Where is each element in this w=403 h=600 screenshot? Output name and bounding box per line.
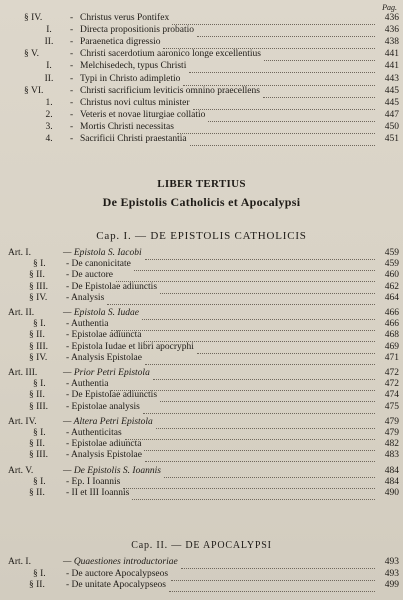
section-number: § II. [29, 270, 45, 281]
entry-dash: - [70, 49, 74, 60]
section-row [0, 569, 403, 580]
section-number: § I. [33, 319, 46, 330]
section-row [0, 330, 403, 341]
section-number: § IV. [29, 292, 48, 303]
subsection-number: I. [46, 25, 52, 36]
article-row [0, 557, 403, 568]
entry-title: — Altera Petri Epistola [63, 416, 153, 427]
toc-row [0, 134, 403, 145]
page-number: 493 [384, 568, 399, 579]
entry-title: - Ep. I Ioannis [66, 476, 121, 487]
section-row [0, 439, 403, 450]
section-row [0, 402, 403, 413]
entry-title: Christi sacerdotium aaronico longe excellentius [80, 49, 261, 60]
section-number: § V. [24, 49, 39, 60]
section-number: § II. [29, 330, 45, 341]
entry-title: - De auctore [66, 270, 113, 281]
page-number: 451 [384, 134, 399, 144]
entry-title: Typi in Christo adimpletio [80, 73, 181, 84]
entry-title: — Epistola S. Iudae [63, 308, 139, 318]
dot-leader [264, 49, 375, 61]
section-number: § I. [33, 568, 46, 579]
section-number: § I. [33, 476, 46, 487]
entry-title: - Epistola Iudae et libri apocryphi [66, 341, 194, 352]
entry-dash: - [70, 73, 74, 84]
toc-row [0, 74, 403, 85]
dot-leader [116, 270, 375, 282]
dot-leader [181, 557, 375, 569]
dot-leader [197, 25, 375, 37]
dot-leader [153, 368, 375, 380]
entry-dash: - [70, 37, 74, 48]
dot-leader [160, 390, 375, 402]
entry-title: Melchisedech, typus Christi [80, 61, 187, 72]
section-number: § III. [29, 450, 48, 461]
entry-dash: - [70, 85, 74, 96]
section-row [0, 259, 403, 270]
dot-leader [208, 110, 375, 122]
entry-title: — Epistola S. Iacobi [63, 248, 142, 258]
dot-leader [171, 569, 375, 581]
chapter2-heading: Cap. II. — DE APOCALYPSI [131, 540, 272, 551]
section-number: § VI. [24, 85, 44, 96]
article-row [0, 308, 403, 319]
entry-title: - Authenticitas [66, 428, 122, 438]
subsection-number: 4. [45, 134, 53, 144]
dot-leader [144, 439, 375, 451]
entry-title: - De unitate Apocalypseos [66, 580, 166, 590]
article-number: Art. III. [8, 368, 38, 378]
article-row [0, 368, 403, 379]
page-number: 438 [384, 37, 399, 48]
toc-row [0, 37, 403, 48]
entry-title: - De canonicitate [66, 259, 131, 270]
entry-title: - De Epistolae adiunctis [66, 390, 158, 401]
article-row [0, 248, 403, 259]
section-number: § I. [33, 428, 46, 438]
section-number: § III. [29, 401, 48, 412]
page-number: 450 [384, 121, 399, 132]
section-number: § IV. [24, 13, 43, 23]
dot-leader [189, 61, 375, 73]
article-row [0, 466, 403, 477]
section-number: § II. [29, 488, 45, 498]
section-row [0, 580, 403, 591]
toc-row [0, 110, 403, 121]
entry-title: - De Epistolae adiunctis [66, 281, 158, 292]
section-row [0, 353, 403, 364]
subsection-number: I. [46, 61, 52, 72]
book-title: LIBER TERTIUS [157, 178, 246, 190]
section-row [0, 390, 403, 401]
dot-leader [190, 134, 375, 146]
toc-row [0, 86, 403, 97]
section-row [0, 342, 403, 353]
toc-row [0, 122, 403, 133]
entry-title: - Authentia [66, 379, 109, 390]
section-number: § III. [29, 341, 48, 352]
page-number: 472 [384, 379, 399, 390]
entry-title: - Authentia [66, 319, 109, 330]
dot-leader [142, 308, 375, 320]
article-number: Art. IV. [8, 416, 37, 427]
page-number: 441 [384, 61, 399, 72]
page-number: 479 [384, 428, 399, 438]
entry-title: Paraenetica digressio [80, 37, 161, 48]
page-number: 499 [384, 580, 399, 590]
page-number: 443 [384, 73, 399, 84]
entry-dash: - [70, 25, 74, 36]
dot-leader [193, 98, 375, 110]
entry-dash: - [70, 97, 74, 108]
page-number: 466 [384, 308, 399, 318]
toc-row [0, 98, 403, 109]
dot-leader [134, 259, 375, 271]
entry-title: - Epistolae adiuncta [66, 330, 142, 341]
page-number: 493 [384, 557, 399, 567]
article-row [0, 417, 403, 428]
entry-dash: - [70, 109, 74, 120]
toc-row [0, 25, 403, 36]
entry-dash: - [70, 61, 74, 72]
dot-leader [156, 417, 375, 429]
article-number: Art. II. [8, 308, 35, 318]
section-number: § II. [29, 390, 45, 401]
subsection-number: II. [44, 37, 54, 48]
page-number: 460 [384, 270, 399, 281]
subsection-number: 1. [45, 97, 53, 108]
article-number: Art. I. [8, 557, 31, 567]
section-number: § IV. [29, 352, 48, 363]
dot-leader [145, 353, 375, 365]
page-number: 445 [384, 85, 399, 96]
entry-title: - II et III Ioannis [66, 488, 130, 498]
book-subtitle: De Epistolis Catholicis et Apocalypsi [102, 195, 301, 209]
entry-title: — De Epistolis S. Ioannis [63, 465, 161, 476]
section-row [0, 428, 403, 439]
chapter1-heading: Cap. I. — DE EPISTOLIS CATHOLICIS [96, 230, 307, 242]
dot-leader [125, 428, 375, 440]
section-row [0, 319, 403, 330]
entry-title: Christi sacrificium leviticis omnino praecellens [80, 85, 260, 96]
dot-leader [107, 293, 375, 305]
page-number: 447 [384, 109, 399, 120]
section-row [0, 293, 403, 304]
section-number: § II. [29, 439, 45, 450]
dot-leader [164, 466, 375, 478]
subsection-number: II. [44, 73, 54, 84]
entry-title: - Analysis Epistolae [66, 352, 142, 363]
dot-leader [111, 319, 375, 331]
subsection-number: 3. [45, 121, 53, 132]
page-number: 472 [384, 368, 399, 378]
page-number: 445 [384, 97, 399, 108]
pag-label: Pag. [382, 3, 397, 12]
dot-leader [132, 488, 375, 500]
entry-dash: - [70, 134, 74, 144]
dot-leader [145, 450, 375, 462]
dot-leader [169, 580, 375, 592]
dot-leader [172, 13, 375, 25]
section-number: § I. [33, 259, 46, 270]
entry-title: Directa propositionis probatio [80, 25, 194, 36]
section-number: § II. [29, 580, 45, 590]
page-number: 469 [384, 341, 399, 352]
dot-leader [123, 477, 375, 489]
page-number: 484 [384, 476, 399, 487]
entry-title: - Epistolae adiuncta [66, 439, 142, 450]
page-number: 490 [384, 488, 399, 498]
dot-leader [160, 282, 375, 294]
page-number: 459 [384, 259, 399, 270]
toc-row [0, 49, 403, 60]
section-row [0, 282, 403, 293]
entry-dash: - [70, 13, 74, 23]
page-number: 468 [384, 330, 399, 341]
dot-leader [144, 330, 375, 342]
page-number: 462 [384, 281, 399, 292]
dot-leader [263, 86, 375, 98]
dot-leader [163, 37, 375, 49]
dot-leader [197, 342, 375, 354]
page-number: 441 [384, 49, 399, 60]
page-number: 482 [384, 439, 399, 450]
page-number: 475 [384, 401, 399, 412]
entry-title: Sacrificii Christi praestantia [80, 134, 187, 144]
page-number: 436 [384, 25, 399, 36]
entry-title: - De auctore Apocalypseos [66, 568, 169, 579]
entry-title: Mortis Christi necessitas [80, 121, 174, 132]
page-number: 479 [384, 416, 399, 427]
section-row [0, 379, 403, 390]
entry-title: - Analysis [66, 292, 105, 303]
toc-row [0, 61, 403, 72]
dot-leader [143, 402, 375, 414]
page-number: 436 [384, 13, 399, 23]
dot-leader [111, 379, 375, 391]
entry-title: — Prior Petri Epistola [63, 368, 150, 378]
article-number: Art. V. [8, 465, 34, 476]
dot-leader [177, 122, 375, 134]
page-number: 483 [384, 450, 399, 461]
toc-row [0, 13, 403, 24]
entry-title: - Epistolae analysis [66, 401, 140, 412]
dot-leader [145, 248, 375, 260]
section-number: § III. [29, 281, 48, 292]
section-row [0, 488, 403, 499]
section-row [0, 477, 403, 488]
entry-dash: - [70, 121, 74, 132]
page-number: 474 [384, 390, 399, 401]
page-number: 464 [384, 292, 399, 303]
entry-title: - Analysis Epistolae [66, 450, 142, 461]
section-row [0, 450, 403, 461]
dot-leader [183, 74, 375, 86]
subsection-number: 2. [45, 109, 53, 120]
entry-title: — Quaestiones introductoriae [63, 557, 178, 567]
page-number: 466 [384, 319, 399, 330]
entry-title: Christus verus Pontifex [80, 13, 170, 23]
article-number: Art. I. [8, 248, 31, 258]
page-number: 471 [384, 352, 399, 363]
section-number: § I. [33, 379, 46, 390]
page-number: 459 [384, 248, 399, 258]
section-row [0, 270, 403, 281]
page-number: 484 [384, 465, 399, 476]
entry-title: Christus novi cultus minister [80, 97, 190, 108]
entry-title: Veteris et novae liturgiae collatio [80, 109, 206, 120]
